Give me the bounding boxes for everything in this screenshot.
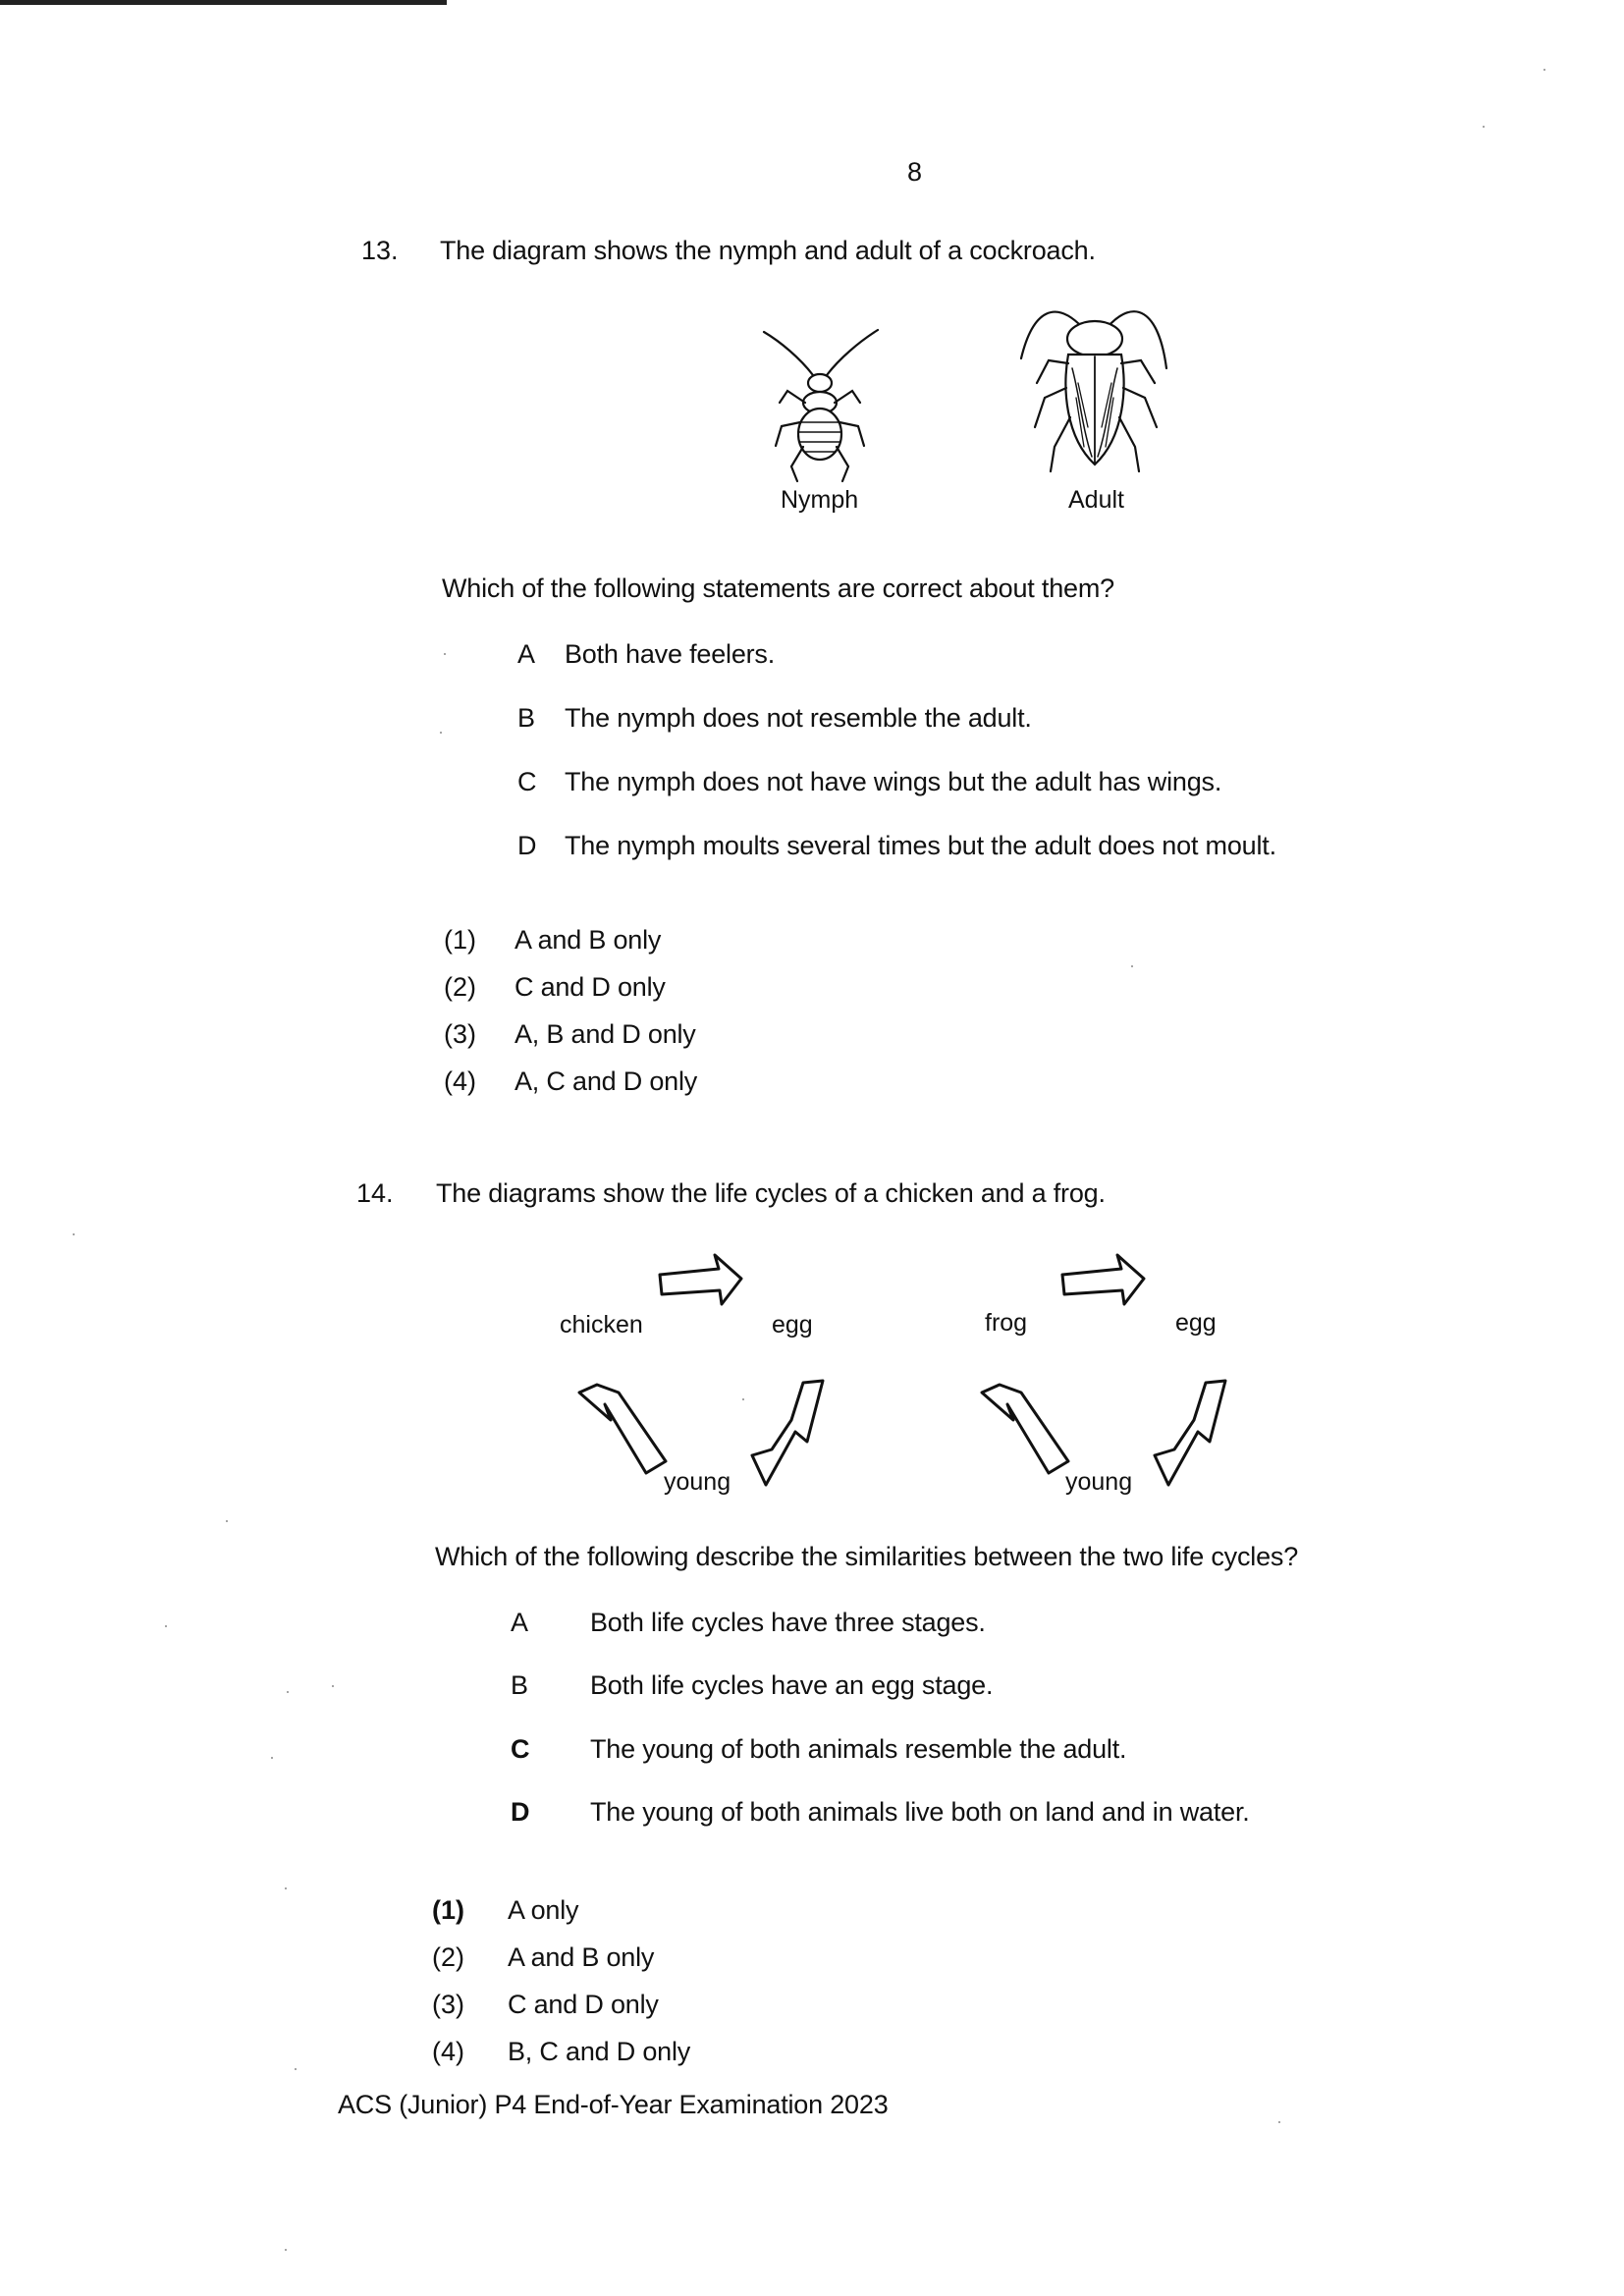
q13-statement-d-letter: D — [517, 831, 537, 860]
scan-speck — [285, 2249, 287, 2251]
q13-statement-c-letter: C — [517, 767, 537, 796]
q14-stem: The diagrams show the life cycles of a chicken and a frog. — [436, 1178, 1106, 1208]
q13-statement-b-text: The nymph does not resemble the adult. — [565, 703, 1032, 733]
q14-option-1-text: A only — [508, 1895, 579, 1925]
scan-speck — [287, 1691, 289, 1693]
q13-option-2-number: (2) — [444, 972, 476, 1002]
q14-statement-a-text: Both life cycles have three stages. — [590, 1608, 986, 1637]
q14-statement-d-letter: D — [511, 1797, 530, 1827]
chicken-stage-adult: chicken — [560, 1311, 643, 1339]
frog-stage-egg: egg — [1175, 1309, 1217, 1337]
scan-speck — [73, 1233, 75, 1235]
scan-speck — [1131, 965, 1133, 967]
q13-statement-a-letter: A — [517, 639, 536, 669]
q14-statement-c-text: The young of both animals resemble the adult. — [590, 1734, 1127, 1764]
chicken-stage-young: young — [664, 1468, 731, 1496]
nymph-label: Nymph — [781, 486, 859, 514]
chicken-stage-egg: egg — [772, 1311, 813, 1339]
q14-option-3-text: C and D only — [508, 1990, 659, 2019]
q14-statement-b-text: Both life cycles have an egg stage. — [590, 1670, 994, 1700]
q14-option-1-number: (1) — [432, 1895, 464, 1925]
scan-speck — [226, 1520, 228, 1522]
q13-stem: The diagram shows the nymph and adult of a cockroach. — [440, 236, 1096, 265]
q14-statement-b-letter: B — [511, 1670, 529, 1700]
q13-option-3-number: (3) — [444, 1019, 476, 1049]
q13-statement-c-text: The nymph does not have wings but the adult has wings. — [565, 767, 1222, 796]
q13-statement-a-text: Both have feelers. — [565, 639, 776, 669]
scan-speck — [1278, 2121, 1280, 2123]
scan-speck — [1543, 69, 1545, 71]
q13-option-1-number: (1) — [444, 925, 476, 955]
scan-speck — [165, 1625, 167, 1627]
q14-option-2-number: (2) — [432, 1942, 464, 1972]
q13-question: Which of the following statements are correct about them? — [442, 574, 1114, 603]
q13-option-1-text: A and B only — [514, 925, 662, 955]
q14-statement-a-letter: A — [511, 1608, 529, 1637]
scan-speck — [285, 1887, 287, 1889]
scan-speck — [271, 1757, 273, 1759]
q13-number: 13. — [361, 236, 399, 265]
scan-speck — [295, 2068, 297, 2070]
scan-speck — [440, 732, 442, 734]
q13-option-4-text: A, C and D only — [514, 1066, 698, 1096]
adult-label: Adult — [1068, 486, 1124, 514]
scan-speck — [1483, 126, 1485, 128]
q13-option-4-number: (4) — [444, 1066, 476, 1096]
q13-statement-b-letter: B — [517, 703, 536, 733]
q14-statement-c-letter: C — [511, 1734, 530, 1764]
scan-speck — [332, 1685, 334, 1687]
q13-option-2-text: C and D only — [514, 972, 666, 1002]
q13-option-3-text: A, B and D only — [514, 1019, 696, 1049]
q14-option-4-number: (4) — [432, 2037, 464, 2066]
scan-speck — [444, 653, 446, 655]
page-number: 8 — [907, 157, 923, 187]
q14-number: 14. — [356, 1178, 394, 1208]
scan-speck — [742, 1398, 744, 1400]
q14-question: Which of the following describe the similarities between the two life cycles? — [435, 1542, 1299, 1571]
nymph-cockroach-drawing — [756, 324, 884, 486]
q13-statement-d-text: The nymph moults several times but the adult does not moult. — [565, 831, 1276, 860]
adult-cockroach-drawing — [1011, 290, 1178, 476]
scan-edge-line — [0, 0, 447, 5]
frog-stage-adult: frog — [985, 1309, 1028, 1337]
frog-stage-young: young — [1065, 1468, 1133, 1496]
q14-option-2-text: A and B only — [508, 1942, 655, 1972]
q14-option-3-number: (3) — [432, 1990, 464, 2019]
page-footer: ACS (Junior) P4 End-of-Year Examination 2023 — [338, 2090, 889, 2119]
q14-statement-d-text: The young of both animals live both on land and in water. — [590, 1797, 1250, 1827]
q14-option-4-text: B, C and D only — [508, 2037, 691, 2066]
